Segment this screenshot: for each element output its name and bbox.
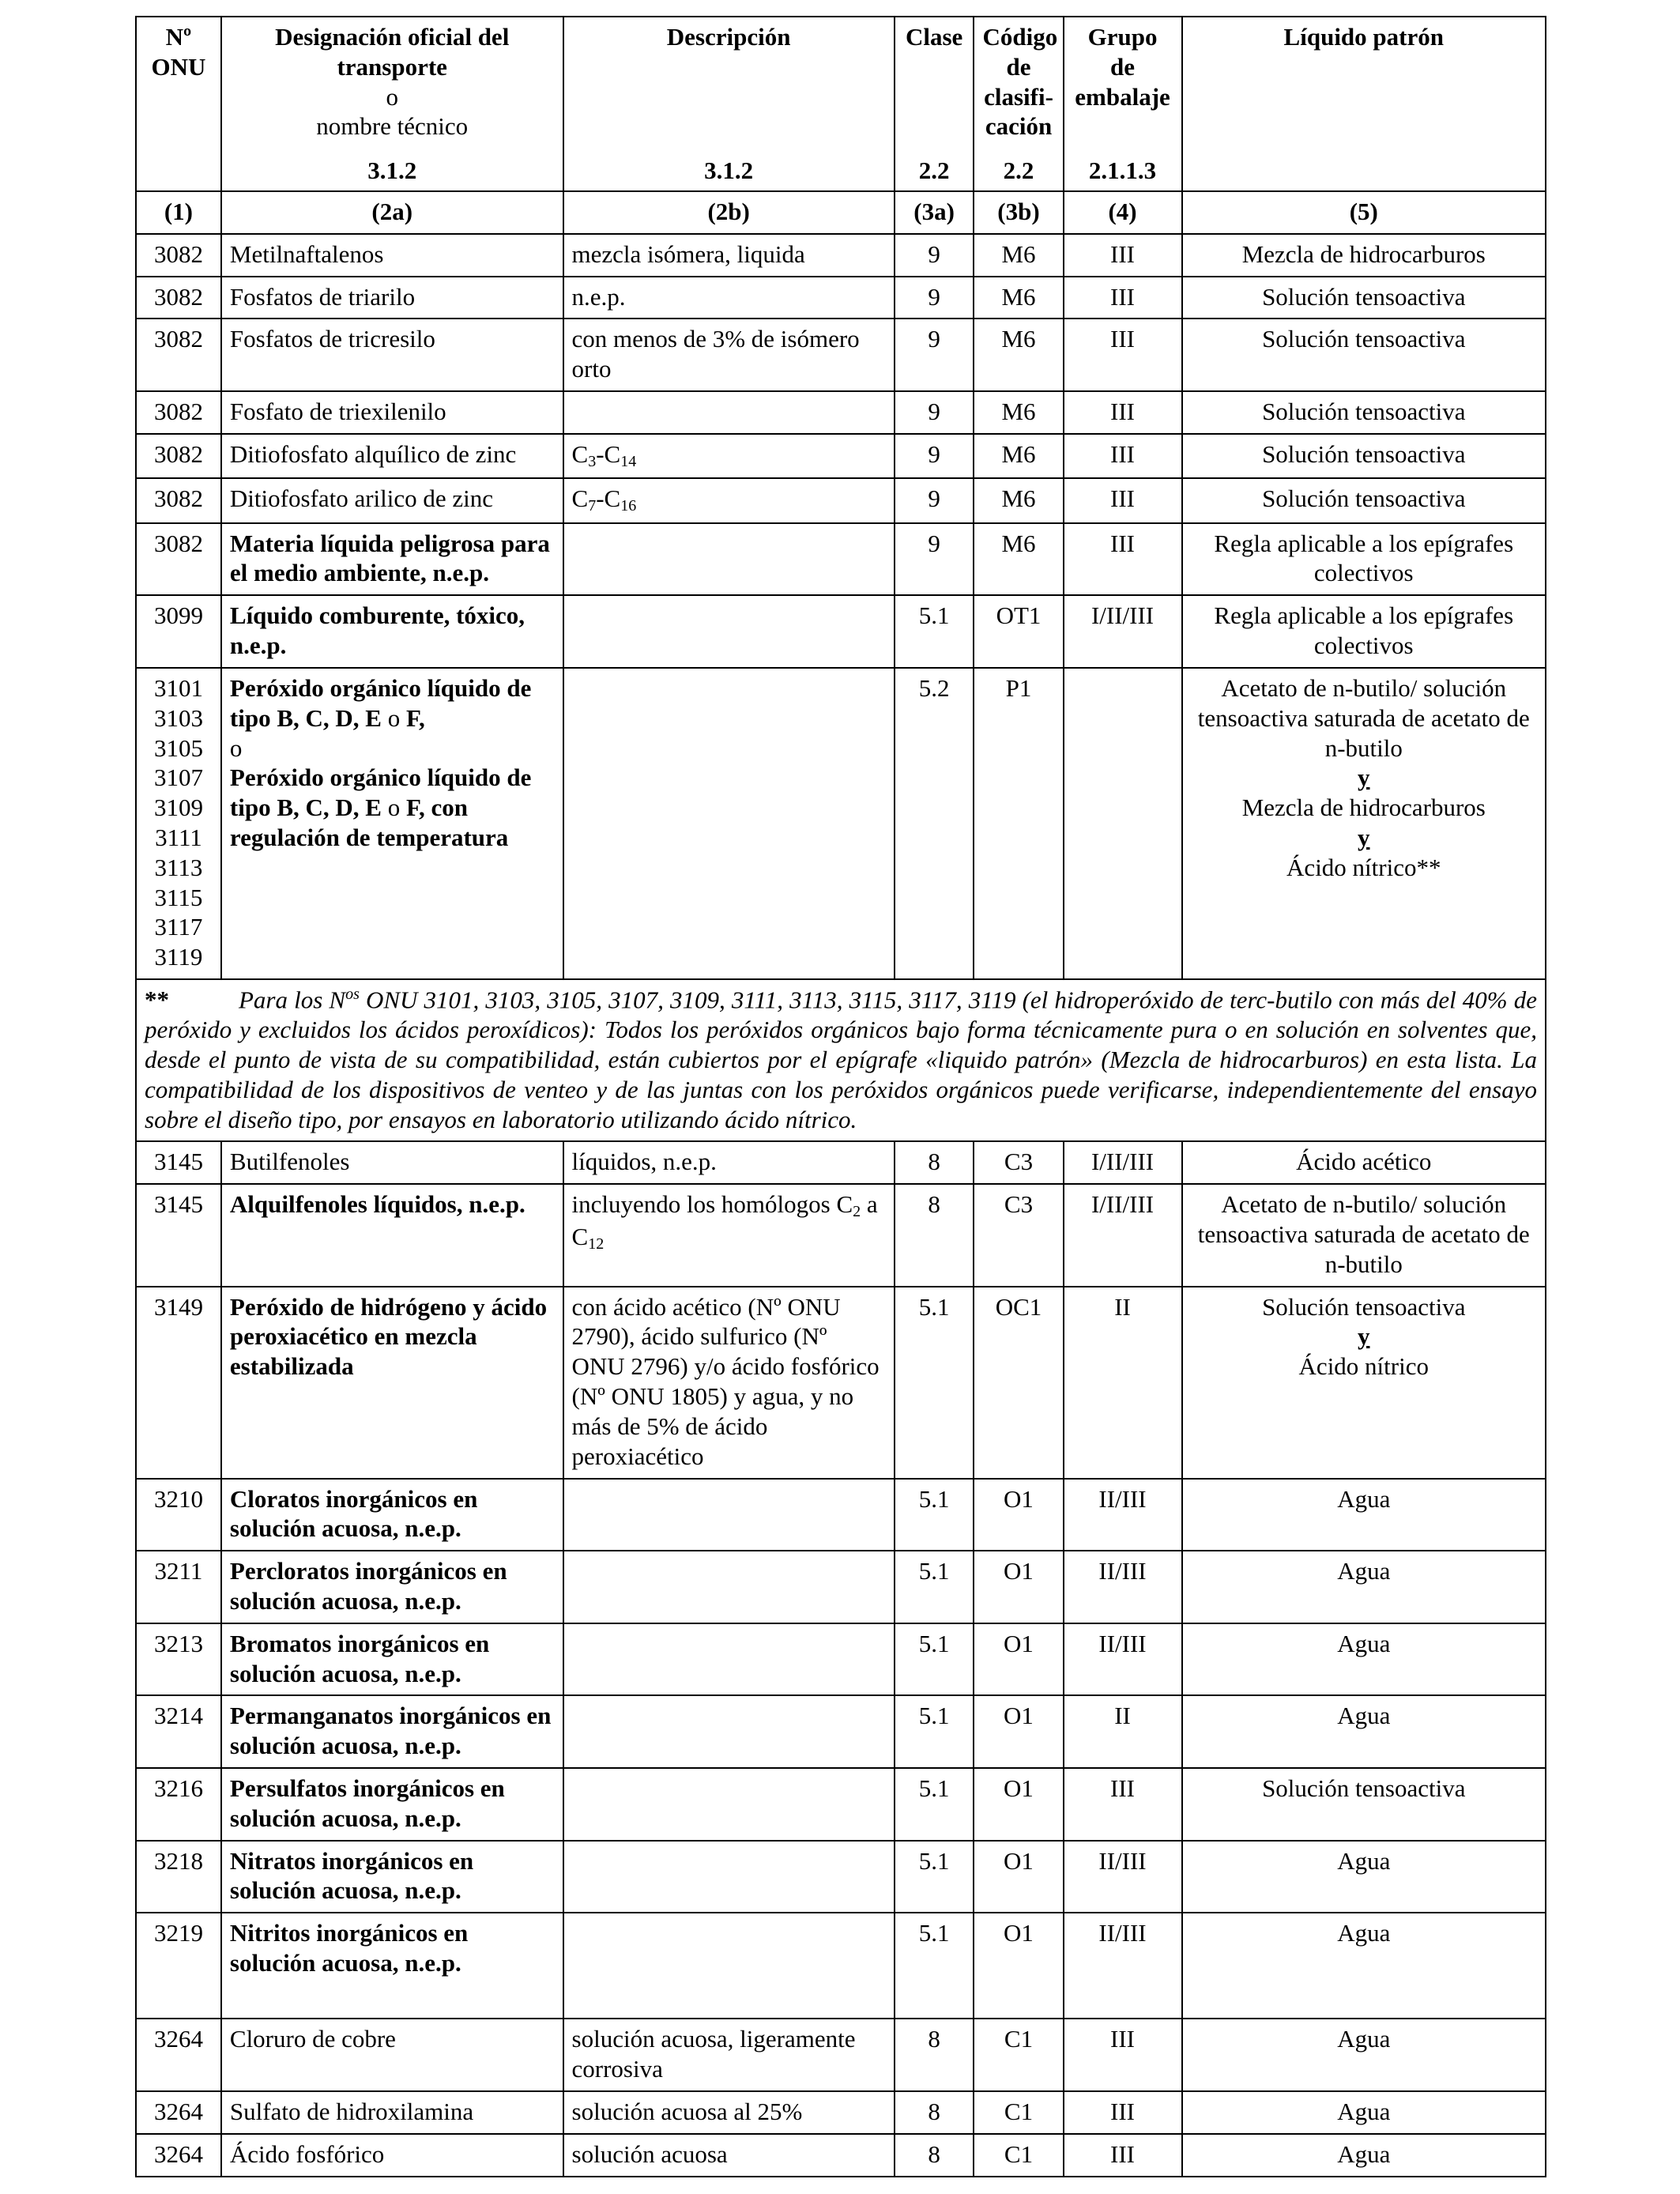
class: 9: [895, 277, 974, 319]
packing-group: III: [1064, 434, 1182, 478]
table-row: [136, 1768, 1546, 1841]
header-row: [136, 17, 1546, 191]
designation: Cloruro de cobre: [221, 2019, 563, 2091]
classification-code: M6: [974, 478, 1063, 522]
reference-liquid: Acetato de n-butilo/ solución tensoactiva saturada de acetato de n-butilo y Mezcla de hidrocarburos y Ácido nítrico**: [1182, 668, 1546, 979]
packing-group: III: [1064, 1768, 1182, 1841]
reference-liquid: Agua: [1182, 1913, 1546, 2019]
classification-code: C1: [974, 2134, 1063, 2177]
description: [563, 391, 895, 434]
un-number: 3099: [136, 595, 221, 668]
designation: Materia líquida peligrosa para el medio ambiente, n.e.p.: [221, 523, 563, 596]
designation: Nitritos inorgánicos en solución acuosa, n.e.p.: [221, 1913, 563, 2019]
description: líquidos, n.e.p.: [563, 1141, 895, 1184]
packing-group: III: [1064, 523, 1182, 596]
description: [563, 1695, 895, 1768]
packing-group: III: [1064, 319, 1182, 391]
classification-code: M6: [974, 434, 1063, 478]
description: solución acuosa, ligeramente corrosiva: [563, 2019, 895, 2091]
classification-code: M6: [974, 319, 1063, 391]
classification-code: OC1: [974, 1287, 1063, 1479]
reference-liquid: Solución tensoactiva y Ácido nítrico: [1182, 1287, 1546, 1479]
packing-group: III: [1064, 2134, 1182, 2177]
un-number: 3210: [136, 1479, 221, 1551]
packing-group: II/III: [1064, 1551, 1182, 1623]
reference-liquid: Agua: [1182, 1479, 1546, 1551]
classification-code: M6: [974, 277, 1063, 319]
table-row: [136, 1623, 1546, 1696]
un-number: 3082: [136, 478, 221, 522]
classification-code: P1: [974, 668, 1063, 979]
designation: Ditiofosfato alquílico de zinc: [221, 434, 563, 478]
designation: Metilnaftalenos: [221, 234, 563, 277]
un-number: 3211: [136, 1551, 221, 1623]
table-row: [136, 2019, 1546, 2091]
un-number: 3214: [136, 1695, 221, 1768]
header-class-ref: 2.2: [918, 156, 950, 185]
table-row: [136, 319, 1546, 391]
reference-liquid: Regla aplicable a los epígrafes colectivos: [1182, 595, 1546, 668]
description: $C_3-C_{14}$: [563, 434, 895, 478]
description: solución acuosa al 25%: [563, 2091, 895, 2134]
designation: Cloratos inorgánicos en solución acuosa, n.e.p.: [221, 1479, 563, 1551]
description: [563, 1479, 895, 1551]
packing-group: I/II/III: [1064, 1141, 1182, 1184]
header-designation: Designación oficial del transporte o nombre técnico 3.1.2: [221, 17, 563, 191]
class: 8: [895, 1141, 974, 1184]
designation: Sulfato de hidroxilamina: [221, 2091, 563, 2134]
description: mezcla isómera, liquida: [563, 234, 895, 277]
packing-group: II/III: [1064, 1479, 1182, 1551]
table-row: [136, 234, 1546, 277]
reference-liquid: Ácido acético: [1182, 1141, 1546, 1184]
header-designation-ref: 3.1.2: [367, 156, 417, 185]
column-number-row: [136, 191, 1546, 234]
description: $C_7-C_{16}$: [563, 478, 895, 522]
col-number: (2b): [563, 191, 895, 234]
description: [563, 1623, 895, 1696]
packing-group: II/III: [1064, 1913, 1182, 2019]
classification-code: C1: [974, 2019, 1063, 2091]
header-packing-group: Grupo de embalaje 2.1.1.3: [1064, 17, 1182, 191]
packing-group: III: [1064, 234, 1182, 277]
table-row: [136, 1479, 1546, 1551]
class: 5.1: [895, 1841, 974, 1913]
col-number: (3a): [895, 191, 974, 234]
class: 5.1: [895, 1695, 974, 1768]
class: 5.1: [895, 1768, 974, 1841]
reference-liquid: Solución tensoactiva: [1182, 434, 1546, 478]
class: 5.1: [895, 1479, 974, 1551]
class: 9: [895, 391, 974, 434]
packing-group: III: [1064, 391, 1182, 434]
header-classification-code: Código de clasifi- cación 2.2: [974, 17, 1063, 191]
table-row: [136, 391, 1546, 434]
un-number: 3082: [136, 234, 221, 277]
classification-code: M6: [974, 391, 1063, 434]
classification-code: O1: [974, 1695, 1063, 1768]
packing-group: [1064, 668, 1182, 979]
packing-group: III: [1064, 277, 1182, 319]
col-number: (4): [1064, 191, 1182, 234]
header-description-ref: 3.1.2: [704, 156, 754, 185]
classification-code: O1: [974, 1551, 1063, 1623]
designation: Percloratos inorgánicos en solución acuosa, n.e.p.: [221, 1551, 563, 1623]
un-number: 3216: [136, 1768, 221, 1841]
reference-liquid: Agua: [1182, 2134, 1546, 2177]
description: n.e.p.: [563, 277, 895, 319]
un-number: 3218: [136, 1841, 221, 1913]
classification-code: O1: [974, 1479, 1063, 1551]
designation: Ditiofosfato arilico de zinc: [221, 478, 563, 522]
reference-liquid: Agua: [1182, 1551, 1546, 1623]
header-classification-code-ref: 2.2: [1003, 156, 1034, 185]
table-row: [136, 1913, 1546, 2019]
un-number: 3264: [136, 2134, 221, 2177]
un-number: 3264: [136, 2019, 221, 2091]
class: 5.1: [895, 1623, 974, 1696]
classification-code: C3: [974, 1184, 1063, 1286]
class: 5.1: [895, 1913, 974, 2019]
designation: Nitratos inorgánicos en solución acuosa, n.e.p.: [221, 1841, 563, 1913]
designation: Líquido comburente, tóxico, n.e.p.: [221, 595, 563, 668]
table-row: [136, 1141, 1546, 1184]
reference-liquid: Acetato de n-butilo/ solución tensoactiva saturada de acetato de n-butilo: [1182, 1184, 1546, 1286]
reference-liquid: Agua: [1182, 1623, 1546, 1696]
un-number: 3145: [136, 1184, 221, 1286]
table-row: [136, 523, 1546, 596]
description: [563, 668, 895, 979]
designation: Ácido fosfórico: [221, 2134, 563, 2177]
packing-group: II/III: [1064, 1841, 1182, 1913]
table-row: [136, 2134, 1546, 2177]
un-number: 3264: [136, 2091, 221, 2134]
table-row: [136, 1695, 1546, 1768]
class: 5.2: [895, 668, 974, 979]
description: [563, 1841, 895, 1913]
packing-group: III: [1064, 2091, 1182, 2134]
reference-liquid: Agua: [1182, 2019, 1546, 2091]
classification-code: O1: [974, 1841, 1063, 1913]
un-number: 3082: [136, 523, 221, 596]
class: 9: [895, 319, 974, 391]
table-row: [136, 2091, 1546, 2134]
un-number-list: 3101 3103 3105 3107 3109 3111 3113 3115 3117 3119: [136, 668, 221, 979]
class: 8: [895, 2091, 974, 2134]
designation: Alquilfenoles líquidos, n.e.p.: [221, 1184, 563, 1286]
packing-group: II: [1064, 1287, 1182, 1479]
un-number: 3082: [136, 319, 221, 391]
description: solución acuosa: [563, 2134, 895, 2177]
footnote-row: [136, 979, 1546, 1141]
classification-code: OT1: [974, 595, 1063, 668]
description: [563, 523, 895, 596]
description: [563, 1913, 895, 2019]
description: [563, 1551, 895, 1623]
header-reference-liquid: Líquido patrón: [1182, 17, 1546, 191]
col-number: (3b): [974, 191, 1063, 234]
designation: Persulfatos inorgánicos en solución acuosa, n.e.p.: [221, 1768, 563, 1841]
designation: Peróxido de hidrógeno y ácido peroxiacético en mezcla estabilizada: [221, 1287, 563, 1479]
designation: Fosfato de triexilenilo: [221, 391, 563, 434]
reference-liquid: Regla aplicable a los epígrafes colectivos: [1182, 523, 1546, 596]
designation: Peróxido orgánico líquido de tipo B, C, D, E o F, o Peróxido orgánico líquido de tipo B, C, D, E o F, con regulación de temperatura: [221, 668, 563, 979]
designation: Bromatos inorgánicos en solución acuosa, n.e.p.: [221, 1623, 563, 1696]
table-row: [136, 1287, 1546, 1479]
packing-group: III: [1064, 2019, 1182, 2091]
packing-group: III: [1064, 478, 1182, 522]
class: 5.1: [895, 1287, 974, 1479]
reference-liquid: Agua: [1182, 2091, 1546, 2134]
description: [563, 595, 895, 668]
designation: Permanganatos inorgánicos en solución acuosa, n.e.p.: [221, 1695, 563, 1768]
classification-code: O1: [974, 1768, 1063, 1841]
footnote: ** Para los $N^{os}$ ONU 3101, 3103, 3105, 3107, 3109, 3111, 3113, 3115, 3117, 3119 (el hidroperóxido de terc-butilo con más del 40% de peróxido y excluidos los ácidos peroxídicos): Todos los peróxidos orgánicos bajo forma técnicamente pura o en solución en solventes que, desde el punto de vista de su compatibilidad, están cubiertos por el epígrafe «liquido patrón» (Mezcla de hidrocarburos) en esta lista. La compatibilidad de los dispositivos de venteo y de las juntas con los peróxidos orgánicos puede verificarse, independientemente del ensayo sobre el diseño tipo, por ensayos en laboratorio utilizando ácido nítrico.: [136, 979, 1546, 1141]
reference-liquid: Agua: [1182, 1695, 1546, 1768]
designation: Fosfatos de tricresilo: [221, 319, 563, 391]
classification-code: C3: [974, 1141, 1063, 1184]
un-number: 3149: [136, 1287, 221, 1479]
packing-group: II: [1064, 1695, 1182, 1768]
header-un-number: Nº ONU: [136, 17, 221, 191]
col-number: (2a): [221, 191, 563, 234]
designation: Butilfenoles: [221, 1141, 563, 1184]
description: con ácido acético (Nº ONU 2790), ácido sulfurico (Nº ONU 2796) y/o ácido fosfórico (Nº ONU 1805) y agua, y no más de 5% de ácido peroxiacético: [563, 1287, 895, 1479]
table-row: [136, 1841, 1546, 1913]
table-row: [136, 595, 1546, 668]
reference-liquid: Solución tensoactiva: [1182, 391, 1546, 434]
packing-group: I/II/III: [1064, 595, 1182, 668]
table-row: [136, 277, 1546, 319]
class: 8: [895, 2134, 974, 2177]
class: 8: [895, 2019, 974, 2091]
class: 9: [895, 234, 974, 277]
reference-liquid: Solución tensoactiva: [1182, 319, 1546, 391]
packing-group: I/II/III: [1064, 1184, 1182, 1286]
un-number: 3082: [136, 277, 221, 319]
class: 5.1: [895, 595, 974, 668]
reference-liquid: Solución tensoactiva: [1182, 277, 1546, 319]
table-row: [136, 478, 1546, 522]
reference-liquid: Agua: [1182, 1841, 1546, 1913]
table-row: [136, 434, 1546, 478]
description: con menos de 3% de isómero orto: [563, 319, 895, 391]
class: 9: [895, 478, 974, 522]
class: 9: [895, 523, 974, 596]
col-number: (1): [136, 191, 221, 234]
description: [563, 1768, 895, 1841]
header-description: Descripción 3.1.2: [563, 17, 895, 191]
packing-group: II/III: [1064, 1623, 1182, 1696]
un-number: 3219: [136, 1913, 221, 2019]
un-number: 3082: [136, 434, 221, 478]
un-number: 3213: [136, 1623, 221, 1696]
class: 5.1: [895, 1551, 974, 1623]
un-number: 3145: [136, 1141, 221, 1184]
dangerous-goods-table: [135, 16, 1546, 2177]
header-class: Clase 2.2: [895, 17, 974, 191]
description: incluyendo los homólogos $C_2$ a $C_{12}$: [563, 1184, 895, 1286]
table-row: [136, 1184, 1546, 1286]
table-row: [136, 668, 1546, 979]
reference-liquid: Solución tensoactiva: [1182, 478, 1546, 522]
classification-code: C1: [974, 2091, 1063, 2134]
header-packing-group-ref: 2.1.1.3: [1088, 156, 1157, 185]
classification-code: M6: [974, 234, 1063, 277]
reference-liquid: Solución tensoactiva: [1182, 1768, 1546, 1841]
reference-liquid: Mezcla de hidrocarburos: [1182, 234, 1546, 277]
class: 9: [895, 434, 974, 478]
classification-code: O1: [974, 1623, 1063, 1696]
un-number: 3082: [136, 391, 221, 434]
classification-code: O1: [974, 1913, 1063, 2019]
designation: Fosfatos de triarilo: [221, 277, 563, 319]
table-row: [136, 1551, 1546, 1623]
col-number: (5): [1182, 191, 1546, 234]
classification-code: M6: [974, 523, 1063, 596]
class: 8: [895, 1184, 974, 1286]
